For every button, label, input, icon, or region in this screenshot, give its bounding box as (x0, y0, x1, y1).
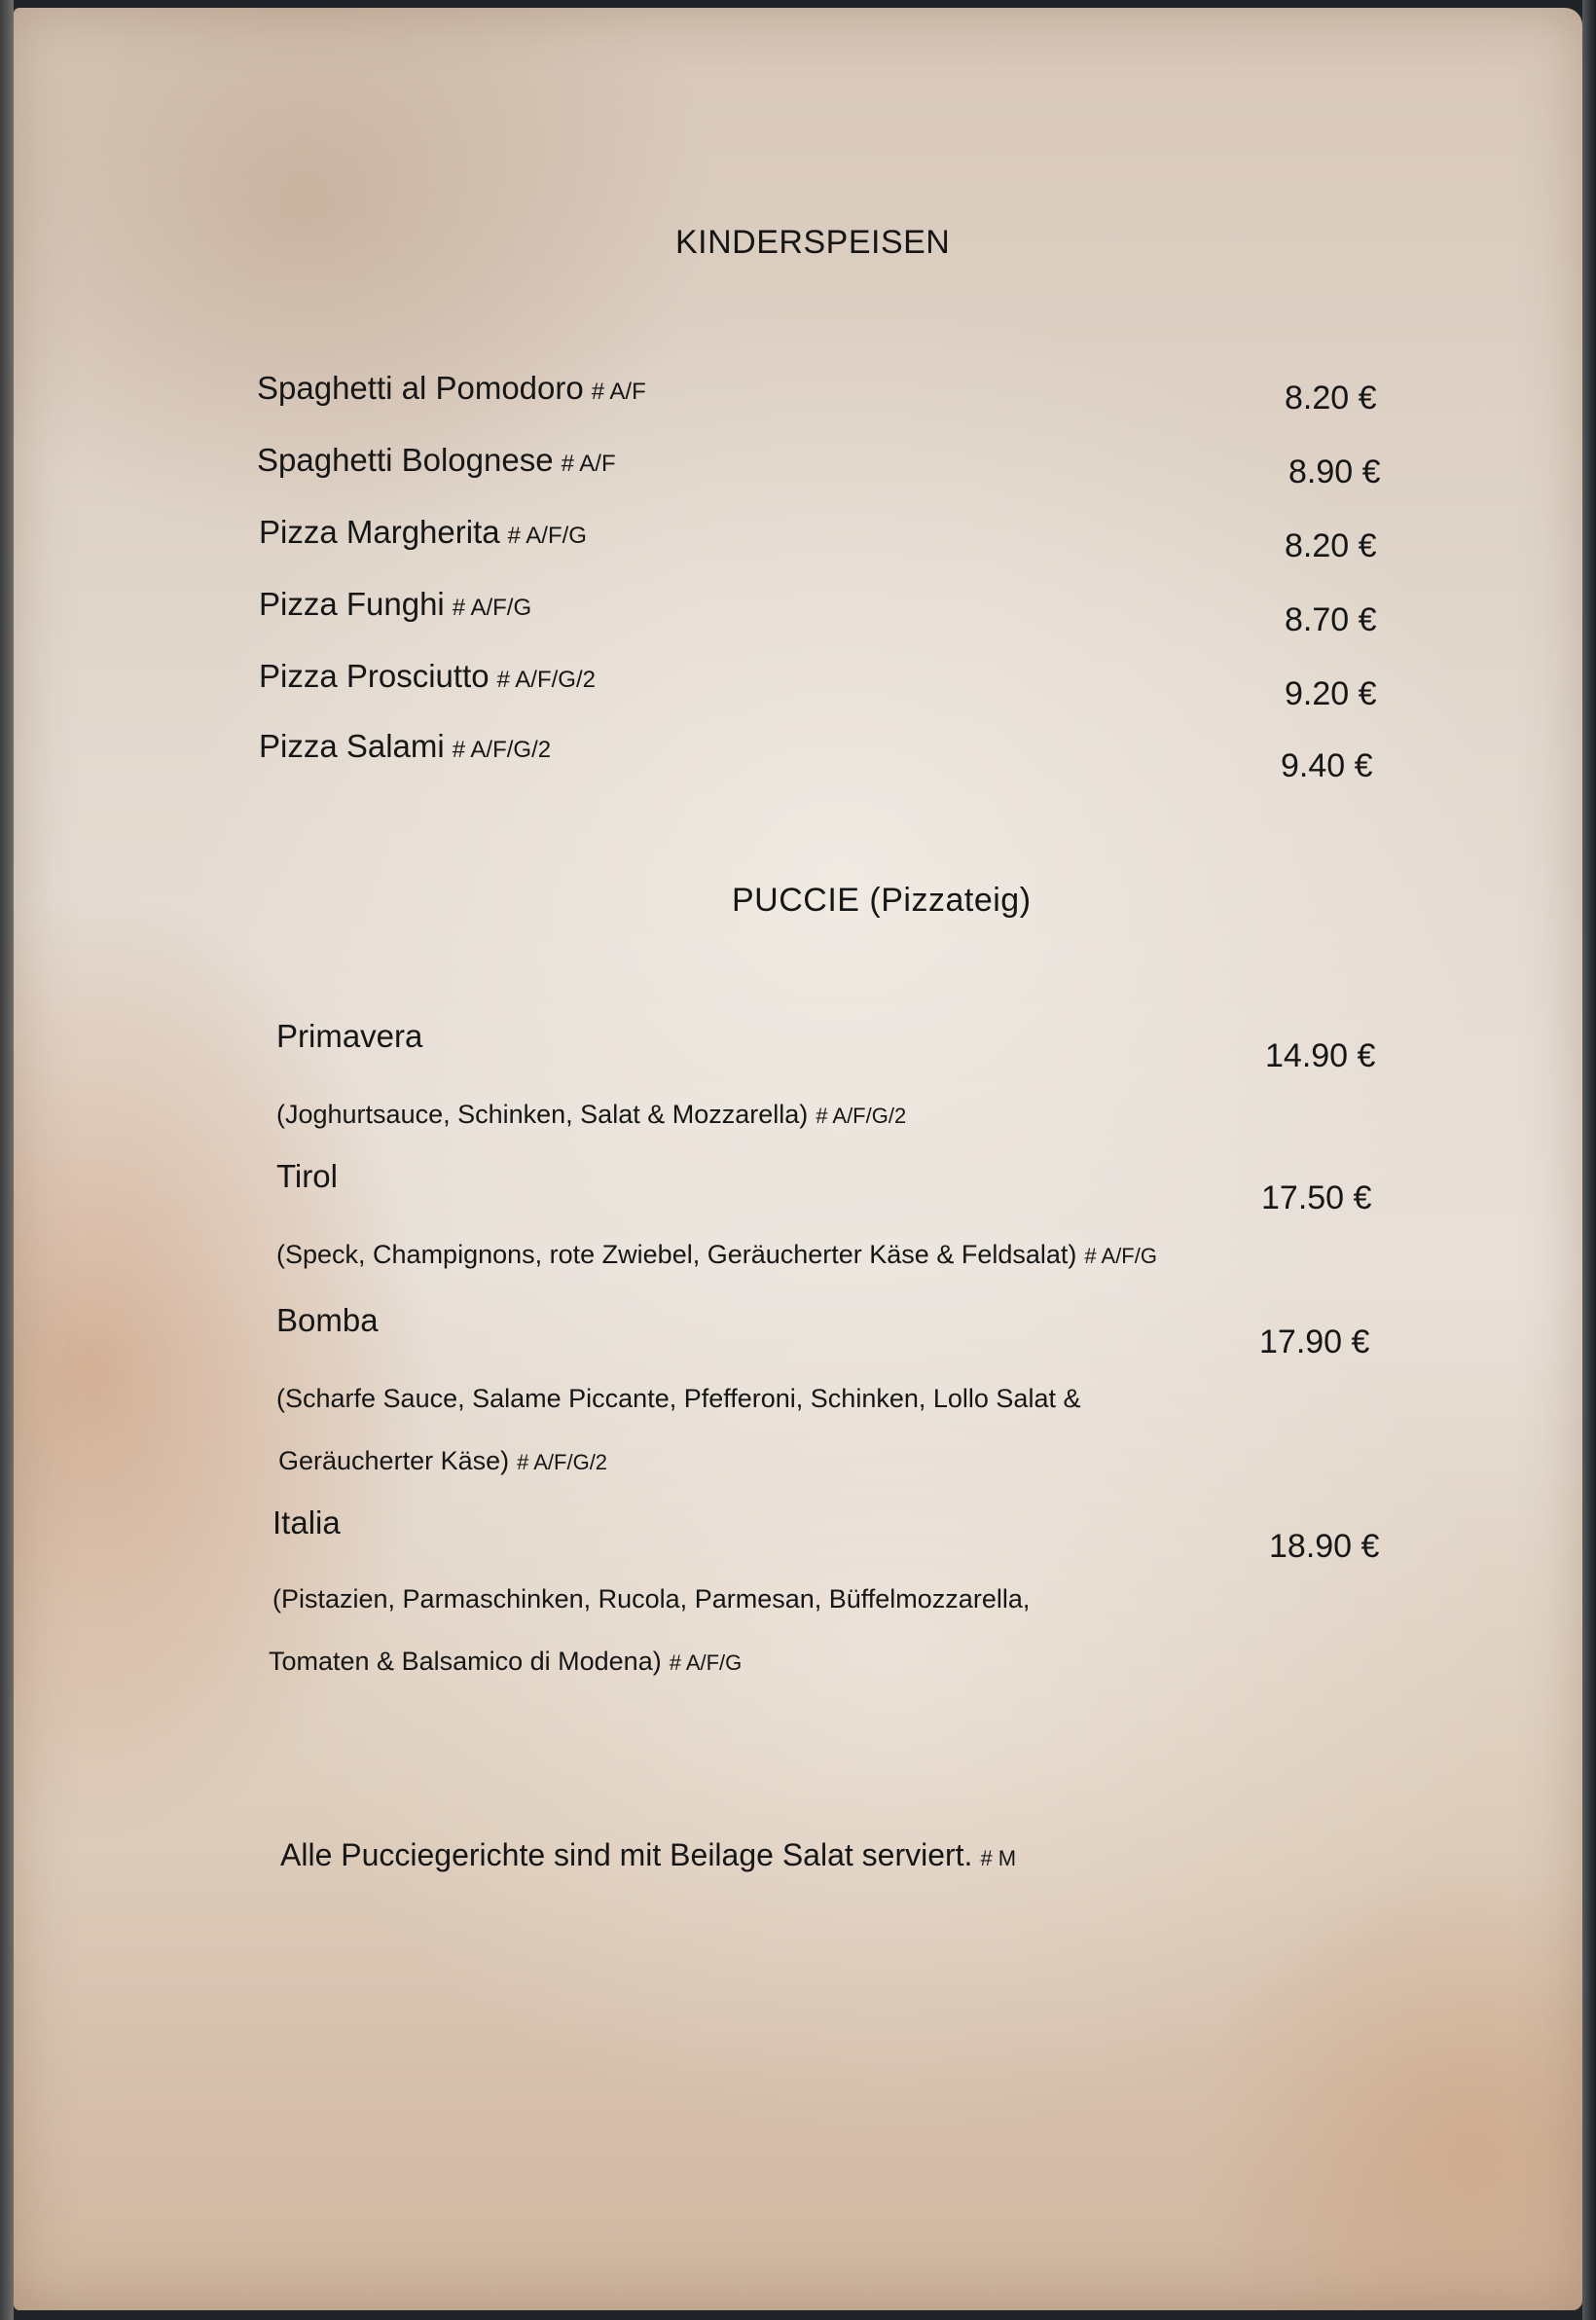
section-title-kinderspeisen: KINDERSPEISEN (675, 224, 951, 261)
menu-page (14, 8, 1582, 2310)
menu-item-description: (Pistazien, Parmaschinken, Rucola, Parmesan, Büffelmozzarella, (272, 1584, 1031, 1613)
allergen-code: # A/F/G (452, 595, 532, 621)
allergen-code: # A/F (591, 379, 646, 405)
menu-item-name: Italia (272, 1504, 341, 1541)
allergen-code: # A/F/G/2 (816, 1104, 907, 1128)
menu-item-description: Tomaten & Balsamico di Modena) # A/F/G (269, 1647, 743, 1676)
menu-item-description: (Speck, Champignons, rote Zwiebel, Geräucherter Käse & Feldsalat) # A/F/G (276, 1240, 1157, 1269)
menu-item-price: 17.90 € (1259, 1323, 1370, 1360)
allergen-code: # A/F/G/2 (496, 667, 596, 693)
menu-item-name: Pizza Prosciutto # A/F/G/2 (259, 658, 596, 694)
menu-item-description: (Joghurtsauce, Schinken, Salat & Mozzarella) # A/F/G/2 (276, 1100, 907, 1129)
menu-item-price: 9.20 € (1285, 675, 1377, 712)
allergen-code: # A/F (561, 451, 616, 477)
allergen-code: # A/F/G (507, 523, 587, 549)
menu-item-price: 14.90 € (1265, 1037, 1376, 1074)
menu-item-name: Pizza Funghi # A/F/G (259, 586, 532, 622)
menu-item-description: (Scharfe Sauce, Salame Piccante, Pfefferoni, Schinken, Lollo Salat & (276, 1384, 1081, 1413)
menu-item-name: Pizza Margherita # A/F/G (259, 514, 587, 550)
menu-item-name: Spaghetti al Pomodoro # A/F (257, 370, 646, 406)
allergen-code: # A/F/G/2 (452, 737, 552, 763)
menu-item-price: 9.40 € (1281, 747, 1373, 784)
menu-item-price: 17.50 € (1261, 1179, 1372, 1216)
menu-folder-edge-right (1582, 0, 1596, 2320)
menu-item-price: 18.90 € (1269, 1528, 1380, 1565)
menu-item-price: 8.70 € (1285, 601, 1377, 638)
section-title-puccie: PUCCIE (Pizzateig) (732, 882, 1032, 919)
allergen-code: # A/F/G (1084, 1244, 1157, 1268)
allergen-code: # A/F/G/2 (517, 1450, 608, 1474)
allergen-code: # A/F/G (669, 1650, 743, 1675)
menu-item-price: 8.90 € (1288, 453, 1381, 490)
menu-item-name: Spaghetti Bolognese # A/F (257, 442, 616, 478)
menu-item-description: Geräucherter Käse) # A/F/G/2 (278, 1446, 608, 1475)
menu-folder-edge-left (0, 0, 14, 2320)
menu-item-name: Pizza Salami # A/F/G/2 (259, 728, 552, 764)
menu-item-price: 8.20 € (1285, 380, 1377, 417)
menu-item-name: Tirol (276, 1158, 338, 1194)
menu-item-name: Bomba (276, 1302, 379, 1338)
menu-item-name: Primavera (276, 1018, 423, 1054)
footer-note: Alle Pucciegerichte sind mit Beilage Salat serviert. # M (280, 1837, 1017, 1872)
allergen-code: # M (980, 1846, 1017, 1870)
menu-item-price: 8.20 € (1285, 527, 1377, 564)
